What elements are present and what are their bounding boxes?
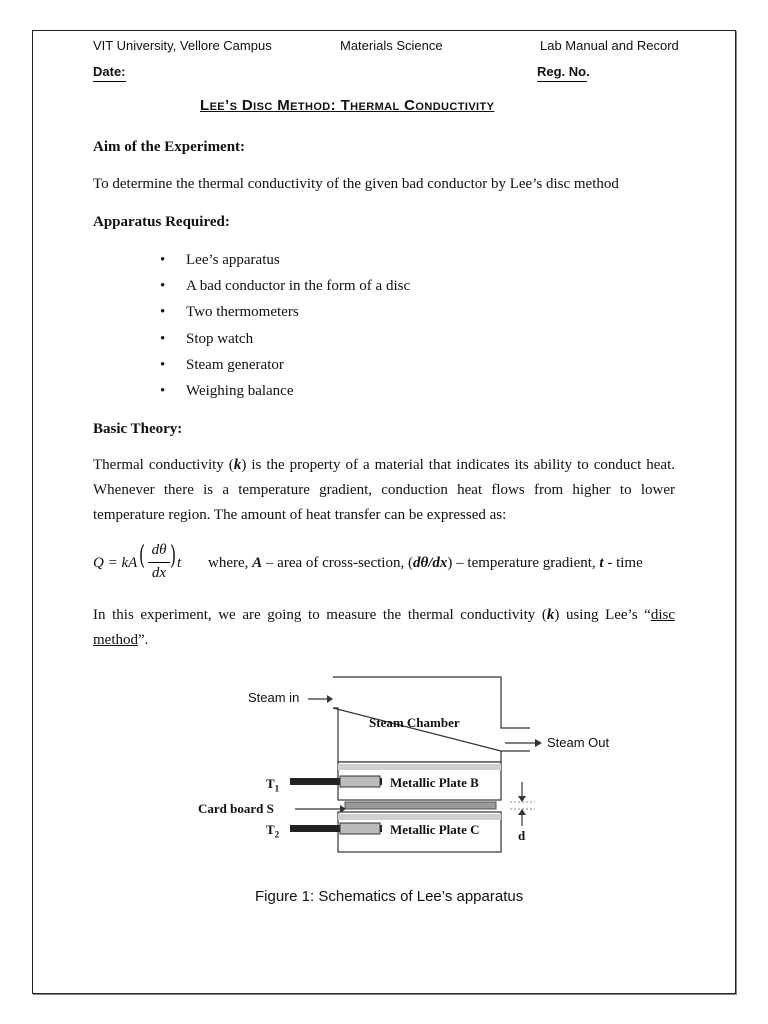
list-item: • A bad conductor in the form of a disc bbox=[160, 276, 410, 302]
paren-left: ( bbox=[139, 541, 146, 571]
figure-title: Schematics of Lee’s apparatus bbox=[318, 888, 524, 905]
symbol-gradient: dθ/dx bbox=[412, 555, 448, 571]
theory-paragraph bbox=[93, 453, 675, 528]
reg-no-underline bbox=[537, 81, 587, 82]
date-underline bbox=[93, 81, 126, 82]
steam-chamber-label: Steam Chamber bbox=[369, 715, 460, 730]
thermometer-t2-bulb bbox=[340, 823, 380, 834]
method-text: In this experiment, we are going to measure the thermal conductivity ( bbox=[93, 607, 547, 623]
theory-heading: Basic Theory: bbox=[93, 421, 183, 437]
steam-in-label: Steam in bbox=[248, 690, 300, 705]
t2-letter: T bbox=[266, 822, 275, 837]
paren-right: ) bbox=[170, 541, 177, 571]
cardboard-label: Card board S bbox=[198, 801, 274, 816]
theory-text: ) is the property of a material that indicates its ability to conduct heat. Whenever there is a temperature gradient, conduction heat flows from higher to lower temperature region. The amount of heat transfer can be expressed as: bbox=[93, 457, 676, 523]
steam-in-arrowhead bbox=[327, 695, 333, 703]
header-doc-type: Lab Manual and Record bbox=[540, 38, 679, 53]
d-label: d bbox=[518, 828, 526, 843]
plate-b-shading bbox=[338, 764, 501, 770]
list-item: • Stop watch bbox=[160, 329, 410, 355]
steam-out-label: Steam Out bbox=[547, 735, 610, 750]
figure-number: Figure 1: bbox=[255, 888, 319, 905]
list-item: • Lee’s apparatus bbox=[160, 250, 410, 276]
apparatus-heading: Apparatus Required: bbox=[93, 214, 230, 230]
reg-no-label: Reg. No. bbox=[537, 64, 590, 79]
list-item: • Steam generator bbox=[160, 355, 410, 381]
symbol-k: k bbox=[233, 457, 242, 473]
aim-text: To determine the thermal conductivity of the given bad conductor by Lee’s disc method bbox=[93, 176, 619, 192]
t1-letter: T bbox=[266, 776, 275, 791]
equation-numerator: dθ bbox=[151, 542, 167, 558]
figure-caption bbox=[255, 888, 523, 905]
header-subject: Materials Science bbox=[340, 38, 443, 53]
theory-text: Thermal conductivity ( bbox=[93, 457, 234, 473]
symbol-t: t bbox=[599, 555, 604, 571]
eq-text: ) – temperature gradient, bbox=[447, 555, 600, 571]
list-item: • Weighing balance bbox=[160, 381, 410, 407]
t1-label bbox=[266, 776, 279, 794]
header-institution: VIT University, Vellore Campus bbox=[93, 38, 272, 53]
fraction-bar bbox=[148, 562, 170, 563]
equation-lhs: Q = kA bbox=[93, 555, 138, 571]
equation-t: t bbox=[177, 555, 182, 571]
thermometer-t1-bulb bbox=[340, 776, 380, 787]
equation-denominator: dx bbox=[151, 565, 167, 581]
method-text: ) using Lee’s “ bbox=[554, 607, 651, 623]
symbol-k: k bbox=[546, 607, 555, 623]
eq-text: where, bbox=[208, 555, 253, 571]
cardboard-s bbox=[345, 802, 496, 809]
list-item: • Two thermometers bbox=[160, 302, 410, 328]
apparatus-list bbox=[160, 250, 410, 407]
plate-c-shading bbox=[338, 814, 501, 820]
aim-heading: Aim of the Experiment: bbox=[93, 139, 246, 155]
method-paragraph bbox=[93, 603, 675, 653]
d-arrowhead-down bbox=[518, 796, 526, 802]
equation-explanation bbox=[208, 555, 643, 572]
page-title: Lee’s Disc Method: Thermal Conductivity bbox=[200, 97, 495, 114]
eq-text: – area of cross-section, ( bbox=[262, 555, 413, 571]
steam-out-arrowhead bbox=[535, 739, 542, 747]
plate-c-label: Metallic Plate C bbox=[390, 822, 480, 837]
d-arrowhead-up bbox=[518, 809, 526, 815]
t1-subscript: 1 bbox=[274, 783, 280, 794]
symbol-A: A bbox=[252, 555, 263, 571]
disc-method-link: disc method bbox=[93, 607, 675, 648]
plate-b-label: Metallic Plate B bbox=[390, 775, 479, 790]
eq-text: - time bbox=[603, 555, 643, 571]
date-label: Date: bbox=[93, 64, 126, 79]
method-text: ”. bbox=[138, 632, 149, 648]
t2-label bbox=[266, 822, 279, 840]
t2-subscript: 2 bbox=[274, 829, 280, 840]
